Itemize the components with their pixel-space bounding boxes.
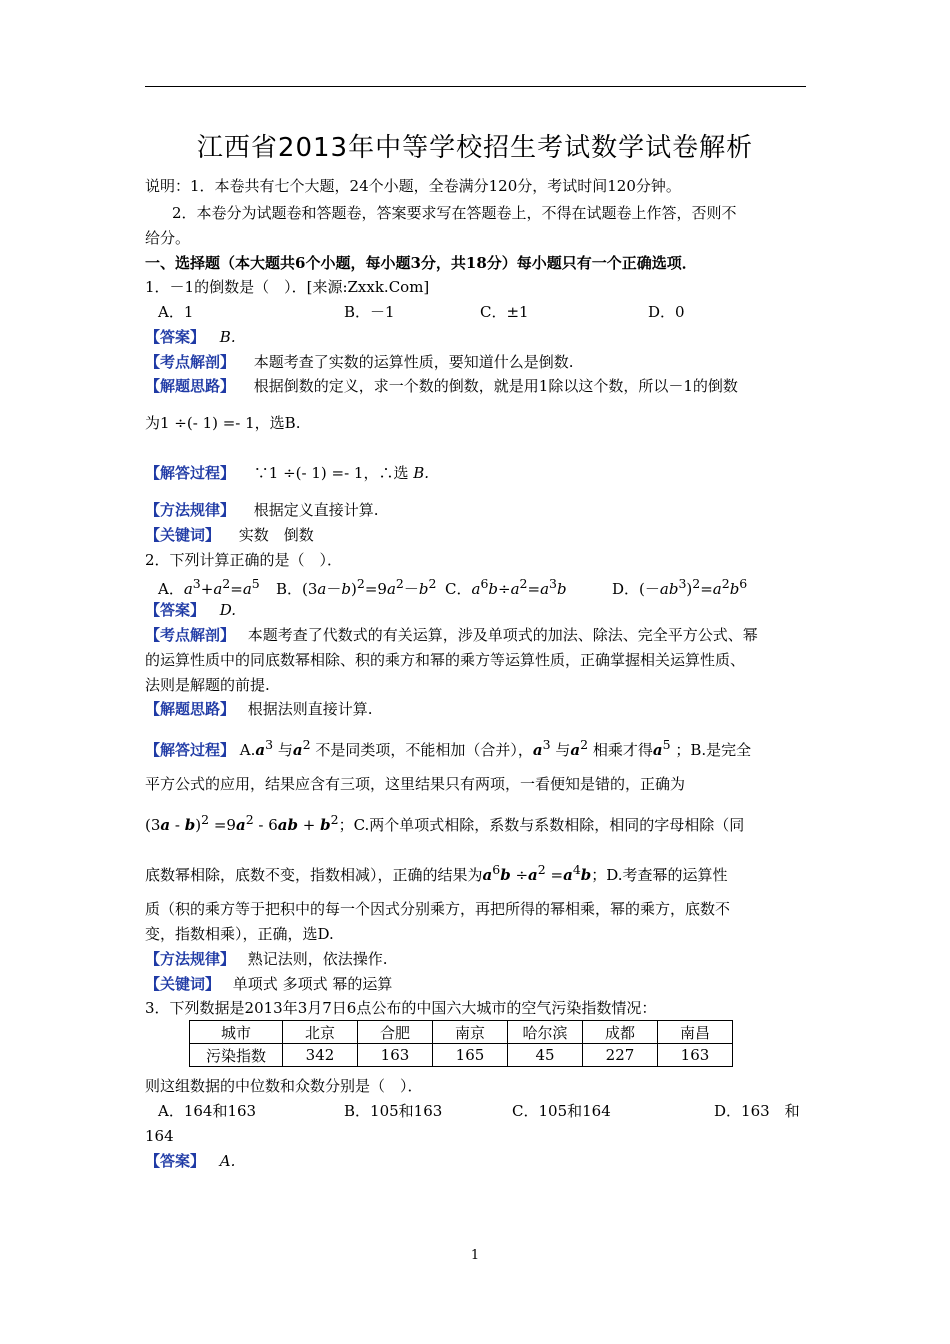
q2-process-text: A. [239, 741, 256, 759]
q3-stem: 3．下列数据是2013年3月7日6点公布的中国六大城市的空气污染指数情况： [145, 999, 657, 1017]
q1-answer-line [145, 328, 236, 347]
page-title: 江西省2013年中等学校招生考试数学试卷解析 [196, 133, 754, 163]
table-row [190, 1044, 733, 1067]
method-tag: 【方法规律】 [145, 950, 236, 968]
table-cell: 163 [658, 1044, 733, 1067]
process-tag: 【解答过程】 [145, 741, 236, 759]
table-cell: 成都 [583, 1021, 658, 1044]
q3-answer-line [145, 1152, 235, 1171]
q1-option-d: D．0 [648, 303, 685, 321]
q2-keywords-line [145, 975, 392, 994]
q2-process-text: 相乘才得 [592, 741, 653, 759]
table-cell: 北京 [283, 1021, 358, 1044]
table-cell: 342 [283, 1044, 358, 1067]
q3-option-b: B．105和163 [344, 1102, 443, 1120]
q3-option-a: A．164和163 [158, 1102, 257, 1120]
q3-answer: A. [219, 1152, 236, 1170]
q2-approach: 根据法则直接计算. [247, 700, 373, 718]
answer-tag: 【答案】 [145, 1152, 206, 1170]
q2-analysis-2: 的运算性质中的同底数幂相除、积的乘方和幂的乘方等运算性质，正确掌握相关运算性质、 [145, 651, 746, 669]
q1-method: 根据定义直接计算. [253, 501, 379, 519]
q2-analysis-1: 本题考查了代数式的有关运算，涉及单项式的加法、除法、完全平方公式、幂 [247, 626, 758, 644]
q2-process-text: ；D.考查幂的运算性 [591, 866, 728, 884]
q2-process-line-3: $(3a - b)^2 =9a^2 - 6ab + b^2$；C.两个单项式相除，系数与系数相除，相同的字母相除（同 [145, 812, 745, 834]
q2-process-text: ；C.两个单项式相除，系数与系数相除，相同的字母相除（同 [338, 816, 745, 834]
q1-keywords-line [145, 526, 314, 545]
intro-line-1: 说明：1．本卷共有七个大题，24个小题，全卷满分120分，考试时间120分钟。 [145, 177, 681, 195]
q1-option-c: C．±1 [480, 303, 529, 321]
section-heading: 一、选择题（本大题共6个小题，每小题3分，共18分）每小题只有一个正确选项． [145, 254, 697, 272]
table-cell: 45 [508, 1044, 583, 1067]
q1-process: ∵1 ÷(- 1) =- 1，∴选 [253, 464, 409, 482]
q2-process-text: 与 [277, 741, 293, 759]
q2-analysis-line [145, 626, 758, 645]
q2-option-b: B．$(3a-b)^2=9a^2-b^2$ [276, 576, 437, 598]
q2-process-line-4: 底数幂相除，底数不变，指数相减），正确的结果为$a^6b \div a^2 =a^4b$；D.考查幂的运算性 [145, 862, 728, 884]
q2-process-text: 底数幂相除，底数不变，指数相减），正确的结果为 [145, 866, 483, 884]
q2-process-line-6: 变，指数相乘），正确，选D. [145, 925, 334, 943]
analysis-tag: 【考点解剖】 [145, 626, 236, 644]
q3-option-c: C．105和164 [512, 1102, 611, 1120]
intro-line-3: 给分。 [145, 229, 191, 247]
q2-option-d: D．$(-ab^3)^2=a^2b^6$ [612, 576, 748, 598]
q1-analysis: 本题考查了实数的运算性质，要知道什么是倒数. [253, 353, 574, 371]
q2-keywords: 单项式 多项式 幂的运算 [232, 975, 393, 993]
q2-answer-line [145, 601, 236, 620]
q3-question: 则这组数据的中位数和众数分别是（ ）． [145, 1077, 423, 1095]
q2-method: 熟记法则，依法操作. [247, 950, 388, 968]
table-cell: 城市 [190, 1021, 283, 1044]
q1-answer: B. [219, 328, 236, 346]
q3-option-d: D．163 和 [714, 1102, 800, 1120]
q1-process-choice: B. [413, 464, 430, 482]
q2-option-a: A．$a^3+a^2=a^5$ [158, 576, 260, 598]
table-cell: 南昌 [658, 1021, 733, 1044]
q2-process-line-2: 平方公式的应用，结果应含有三项，这里结果只有两项，一看便知是错的，正确为 [145, 775, 686, 793]
q1-method-line [145, 501, 379, 520]
q3-option-d-cont: 164 [145, 1127, 174, 1145]
table-cell: 南京 [433, 1021, 508, 1044]
table-cell: 哈尔滨 [508, 1021, 583, 1044]
q1-keywords: 实数 倒数 [238, 526, 314, 544]
q1-option-b: B．－1 [344, 303, 395, 321]
pollution-table [189, 1020, 733, 1067]
q1-option-a: A．1 [158, 303, 194, 321]
analysis-tag: 【考点解剖】 [145, 353, 236, 371]
keywords-tag: 【关键词】 [145, 526, 221, 544]
header-rule [145, 86, 806, 87]
table-cell: 合肥 [358, 1021, 433, 1044]
q1-stem: 1．－1的倒数是（ ）．[来源:Zxxk.Com] [145, 278, 430, 296]
q2-process-line: 【解答过程】 $A.a^3$ 与$a^2$ 不是同类项，不能相加（合并），$a^3$ 与$a^2$ 相乘才得$a^5$ ；B.是完全 [145, 737, 752, 759]
approach-tag: 【解题思路】 [145, 700, 236, 718]
approach-tag: 【解题思路】 [145, 377, 236, 395]
answer-tag: 【答案】 [145, 601, 206, 619]
page-number: 1 [470, 1248, 480, 1263]
q1-approach-line [145, 377, 738, 396]
q2-approach-line [145, 700, 373, 719]
q2-process-text: 与 [555, 741, 571, 759]
answer-tag: 【答案】 [145, 328, 206, 346]
q1-analysis-line [145, 353, 574, 372]
q2-process-text: ；B.是完全 [675, 741, 752, 759]
process-tag: 【解答过程】 [145, 464, 236, 482]
table-cell: 227 [583, 1044, 658, 1067]
method-tag: 【方法规律】 [145, 501, 236, 519]
q2-method-line [145, 950, 388, 969]
table-header-row [190, 1021, 733, 1044]
q2-process-text: 不是同类项，不能相加（合并）， [315, 741, 533, 759]
q2-option-c: C．$a^6b\div a^2=a^3b$ [445, 576, 567, 598]
q2-stem: 2．下列计算正确的是（ ）． [145, 551, 343, 569]
q1-approach-2: 为1 ÷(- 1) =- 1，选B. [145, 414, 301, 432]
table-cell: 163 [358, 1044, 433, 1067]
table-cell: 165 [433, 1044, 508, 1067]
q2-answer: D. [219, 601, 237, 619]
keywords-tag: 【关键词】 [145, 975, 221, 993]
intro-line-2: 2．本卷分为试题卷和答题卷，答案要求写在答题卷上，不得在试题卷上作答，否则不 [172, 204, 737, 222]
q2-process-line-5: 质（积的乘方等于把积中的每一个因式分别乘方，再把所得的幂相乘，幂的乘方，底数不 [145, 900, 731, 918]
table-cell: 污染指数 [190, 1044, 283, 1067]
q1-process-line [145, 464, 429, 483]
q1-approach-1: 根据倒数的定义，求一个数的倒数，就是用1除以这个数，所以－1的倒数 [253, 377, 738, 395]
q2-analysis-3: 法则是解题的前提. [145, 676, 270, 694]
